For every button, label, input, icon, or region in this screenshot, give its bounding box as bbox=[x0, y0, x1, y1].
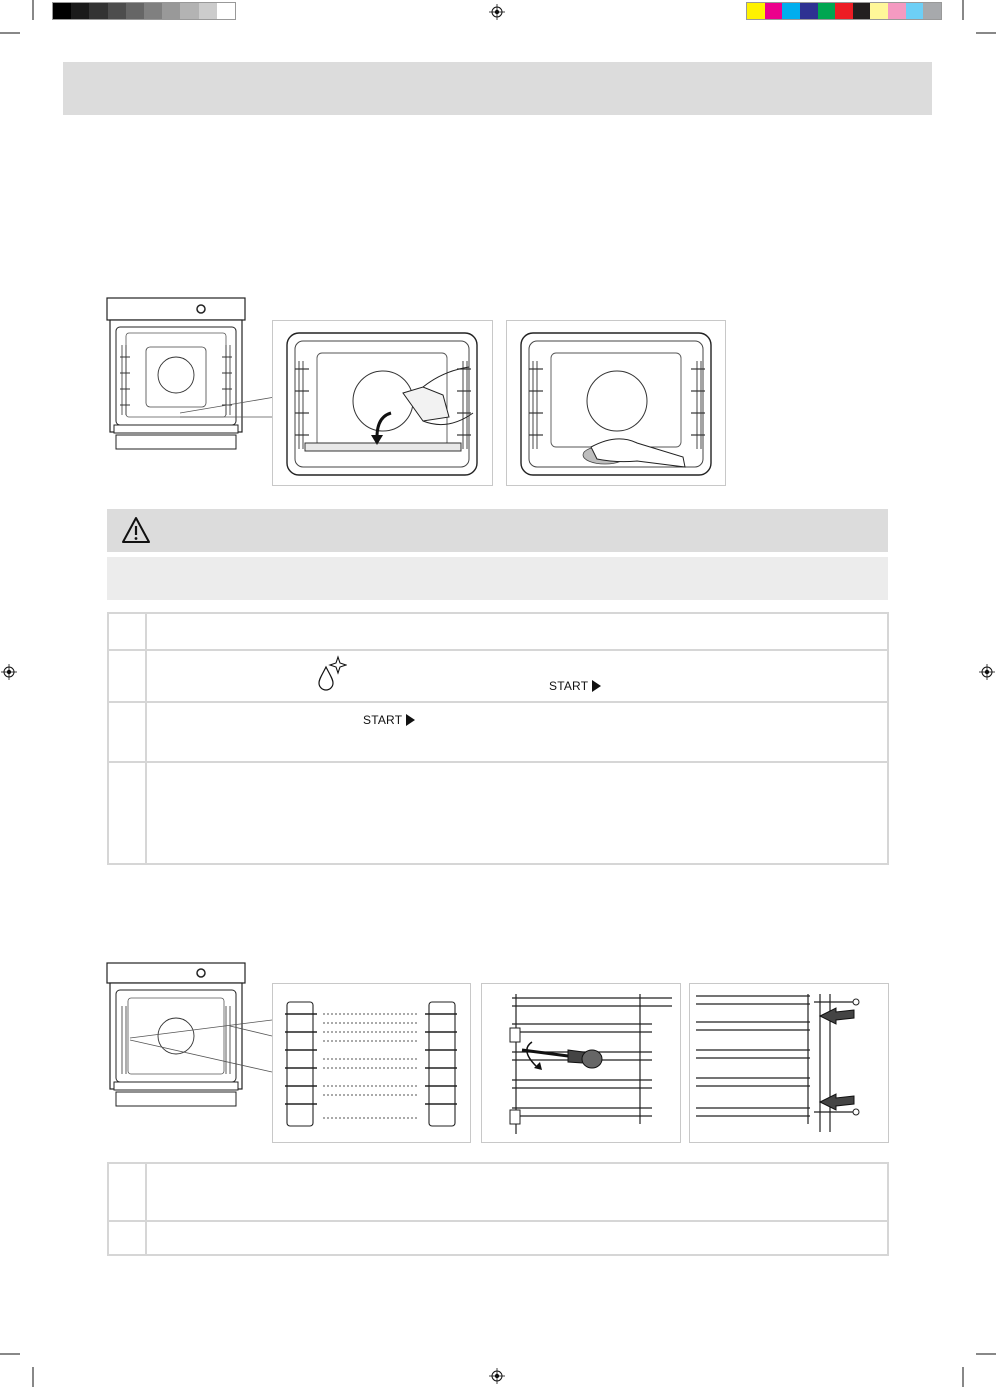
step-row-1 bbox=[109, 1164, 887, 1220]
start-button-label: START bbox=[363, 713, 403, 727]
step-row-2 bbox=[109, 649, 887, 703]
section-header-band bbox=[63, 62, 932, 115]
figure-unscrew-rails bbox=[481, 983, 681, 1143]
steps-table-2 bbox=[107, 1162, 889, 1256]
warning-body bbox=[107, 557, 888, 600]
zoom-connector-lines bbox=[180, 395, 280, 425]
steam-clean-icon bbox=[315, 655, 347, 691]
zoom-connector-lines-2 bbox=[120, 1010, 276, 1080]
step-row-2 bbox=[109, 1220, 887, 1256]
figure-wipe-cavity bbox=[506, 320, 726, 486]
step-row-4 bbox=[109, 761, 887, 865]
warning-header bbox=[107, 509, 888, 552]
warning-triangle-icon bbox=[121, 516, 151, 544]
play-icon bbox=[592, 680, 601, 692]
step-row-1 bbox=[109, 614, 887, 649]
oven-front-illustration bbox=[106, 297, 246, 453]
step-row-3 bbox=[109, 701, 887, 763]
figure-pour-water bbox=[272, 320, 493, 486]
figure-remove-rails bbox=[689, 983, 889, 1143]
steps-table-1 bbox=[107, 612, 889, 865]
figure-shelf-positions bbox=[272, 983, 471, 1143]
play-icon bbox=[406, 714, 415, 726]
start-button-label: START bbox=[549, 679, 589, 693]
